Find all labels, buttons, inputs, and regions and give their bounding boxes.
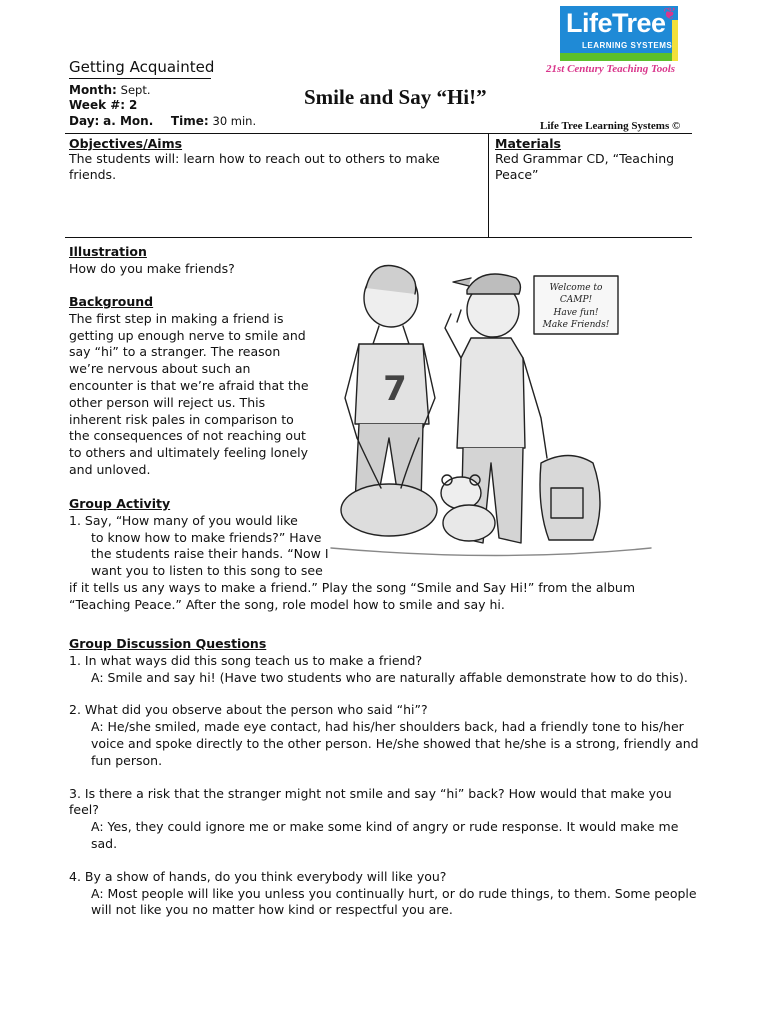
materials-text: Red Grammar CD, “Teaching Peace” [495, 151, 675, 182]
kids-meeting-illustration [311, 248, 691, 583]
question-3: 3. Is there a risk that the stranger might not smile and say “hi” back? How would that make you feel? [69, 785, 672, 818]
day-label: Day: [69, 114, 100, 128]
activity-line: if it tells us any ways to make a friend.” Play the song “Smile and Say Hi!” from the album [69, 579, 635, 595]
sign-line: Make Friends! [542, 320, 610, 330]
jersey-number: 7 [383, 369, 407, 409]
background-line: say “hi” to a stranger. The reason [69, 344, 281, 360]
month-value: Sept. [120, 83, 151, 97]
activity-line: to know how to make friends?” Have [91, 529, 322, 545]
day-row [69, 114, 256, 128]
background-line: The first step in making a friend is [69, 310, 284, 326]
topic-underline [69, 78, 211, 79]
background-heading: Background [69, 294, 154, 309]
month-label: Month: [69, 83, 117, 97]
question-4: 4. By a show of hands, do you think everybody will like you? [69, 868, 447, 884]
lifetree-logo [560, 6, 678, 64]
day-value: a. Mon. [103, 114, 154, 128]
sign-line: CAMP! [559, 295, 593, 305]
objectives-text: The students will: learn how to reach out to others to make friends. [69, 151, 440, 182]
logo-word: LifeTree [566, 8, 666, 38]
illustration-heading: Illustration [69, 244, 147, 259]
answer-4: A: Most people will like you unless you continually hurt, or do rude things, to them. Some people will not like you no matter how kind or respectful you are. [91, 885, 697, 918]
answer-1: A: Smile and say hi! (Have two students who are naturally affable demonstrate how to do this). [91, 669, 688, 685]
sign-line: Welcome to [549, 283, 603, 293]
copyright: Life Tree Learning Systems © [540, 120, 681, 132]
materials-cell [495, 136, 685, 183]
background-line: other person will reject us. This [69, 394, 266, 410]
answer-3: A: Yes, they could ignore me or make some kind of angry or rude response. It would make me sad. [91, 819, 679, 851]
time-value: 30 min. [212, 114, 257, 128]
time-label: Time: [170, 114, 209, 128]
background-line: we’re nervous about such an [69, 361, 251, 377]
discussion-heading: Group Discussion Questions [69, 636, 267, 651]
objectives-cell [69, 136, 484, 183]
activity-line: the students raise their hands. “Now I [91, 546, 329, 562]
activity-line: “Teaching Peace.” After the song, role model how to smile and say hi. [69, 596, 505, 612]
objectives-heading: Objectives/Aims [69, 136, 183, 151]
background-line: encounter is that we’re afraid that the [69, 377, 309, 393]
materials-heading: Materials [495, 136, 561, 151]
lesson-title: Smile and Say “Hi!” [304, 85, 487, 109]
question-2: 2. What did you observe about the person who said “hi”? [69, 702, 428, 718]
background-line: inherent risk pales in comparison to [69, 411, 294, 427]
background-line: getting up enough nerve to smile and [69, 327, 306, 343]
table-divider [488, 133, 489, 237]
question-1: 1. In what ways did this song teach us to make a friend? [69, 652, 423, 668]
week-row [69, 98, 137, 112]
background-line: the consequences of not reaching out [69, 428, 306, 444]
logo-subtitle: LEARNING SYSTEMS [582, 41, 673, 50]
sign-line: Have fun! [553, 308, 599, 318]
leaf-icon: ❦ [663, 4, 677, 23]
month-row [69, 83, 150, 97]
background-line: and unloved. [69, 461, 151, 477]
group-activity-heading: Group Activity [69, 496, 171, 511]
week-label: Week #: [69, 98, 126, 112]
activity-line: want you to listen to this song to see [91, 563, 323, 579]
topic-title: Getting Acquainted [69, 58, 215, 76]
activity-line: 1. Say, “How many of you would like [69, 512, 298, 528]
logo-tagline: 21st Century Teaching Tools [546, 63, 676, 75]
week-value: 2 [128, 98, 138, 112]
illustration-text: How do you make friends? [69, 260, 235, 276]
answer-2: A: He/she smiled, made eye contact, had his/her shoulders back, had a friendly tone to his/her voice and spoke directly to the other person. He/she showed that he/she is a strong, friendly and fun person. [91, 719, 699, 768]
background-line: to others and ultimately feeling lonely [69, 445, 309, 461]
